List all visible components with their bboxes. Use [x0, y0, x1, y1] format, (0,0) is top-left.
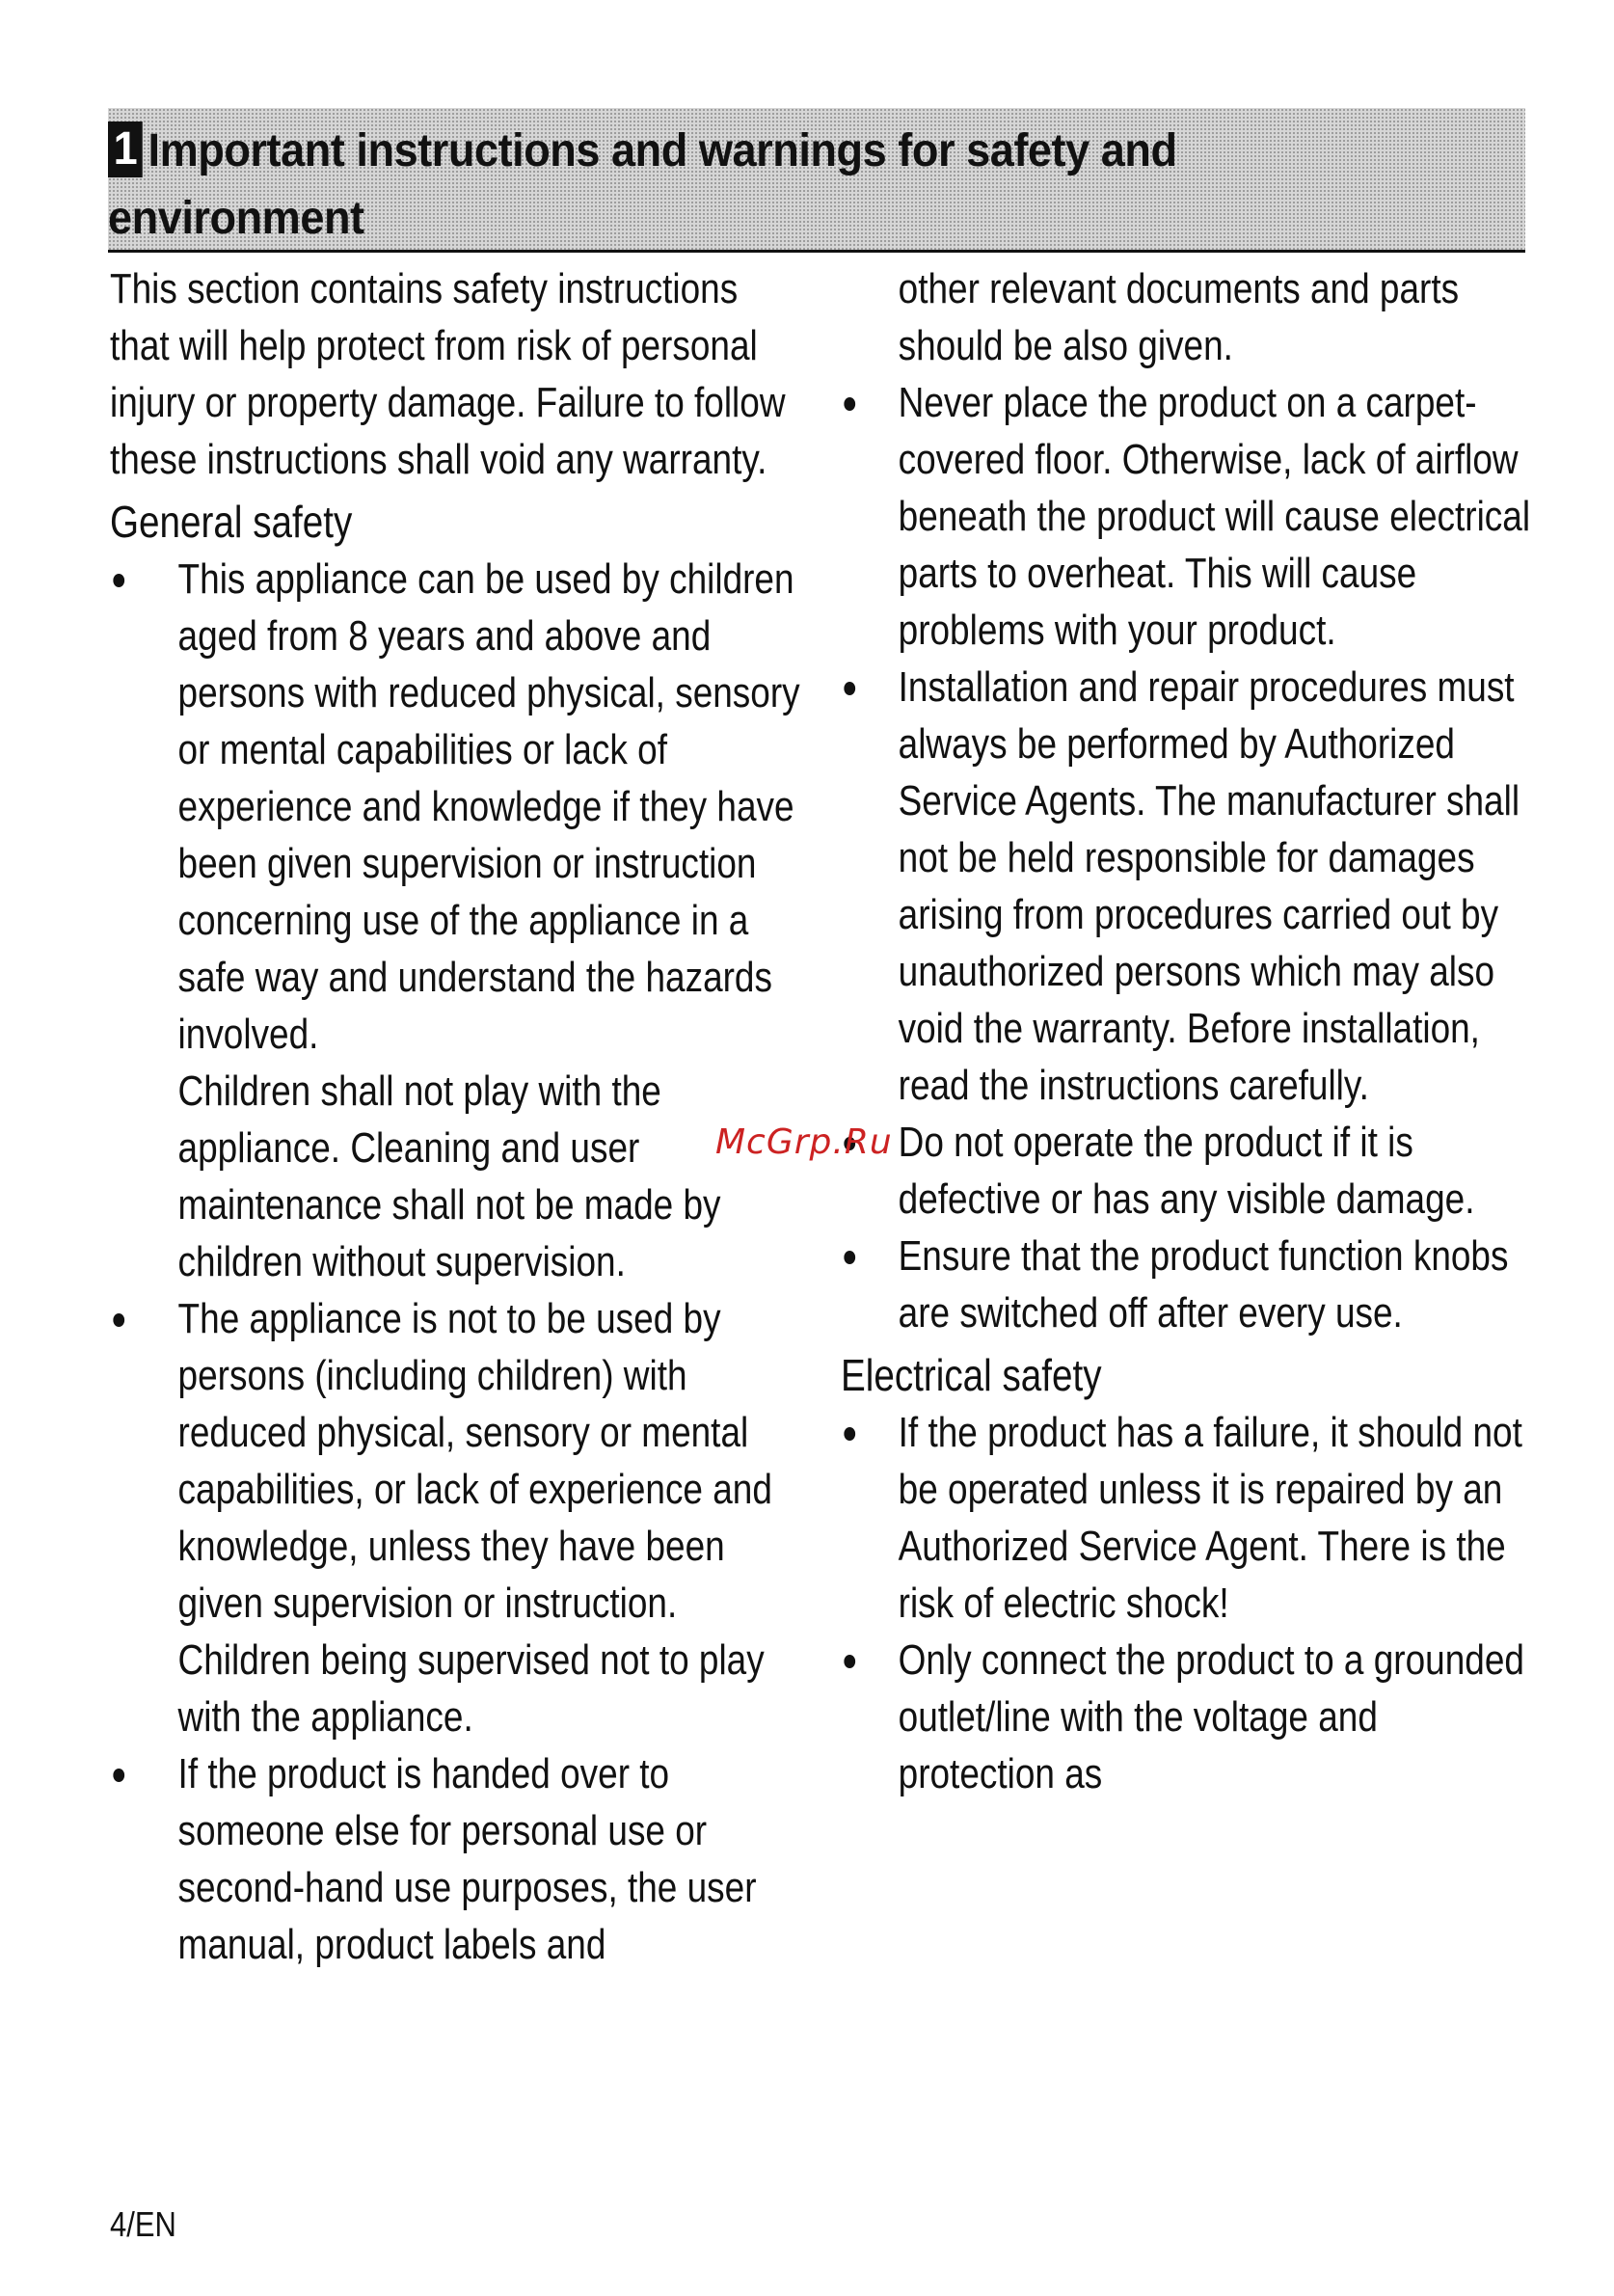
- bullet-icon: [844, 397, 855, 411]
- page-number: 4/EN: [110, 2204, 176, 2244]
- section-title-text: Important instructions and warnings for safety and environment: [108, 125, 1177, 244]
- bullet-icon: [113, 1313, 124, 1327]
- section-header: [108, 108, 1525, 253]
- bullet-icon: [844, 1427, 855, 1441]
- list-item: Ensure that the product function knobs are switched off after every use.: [841, 1228, 1537, 1341]
- list-item: Installation and repair procedures must always be performed by Authorized Service Agents. The manufacturer shall not be held responsible for damages arising from procedures carried out by unauthorized persons which may also void the warranty. Before installation, read the instructions carefully.: [841, 659, 1537, 1114]
- list-item-continuation: Children being supervised not to play with the appliance.: [177, 1636, 765, 1741]
- bullet-icon: [844, 1251, 855, 1264]
- right-column: [841, 260, 1535, 1802]
- bullet-icon: [113, 574, 124, 587]
- electrical-safety-heading: Electrical safety: [841, 1350, 1102, 1400]
- list-item-continuation: Children shall not play with the appliance. Cleaning and user maintenance shall not be made by children without supervision.: [177, 1067, 721, 1285]
- list-item-continuation: other relevant documents and parts should be also given.: [898, 265, 1460, 369]
- section-title: [108, 118, 1286, 253]
- list-item: This appliance can be used by children aged from 8 years and above and persons with reduced physical, sensory or mental capabilities or lack of experience and knowledge if they have been given supervision or instruction concerning use of the appliance in a safe way and understand the hazards involved.: [110, 551, 806, 1063]
- electrical-safety-list: [841, 1404, 1537, 1802]
- left-column: [110, 260, 804, 1973]
- intro-paragraph: This section contains safety instructions that will help protect from risk of personal injury or property damage. Failure to follow these instructions shall void any warranty.: [110, 265, 786, 483]
- general-safety-heading: General safety: [110, 497, 353, 547]
- watermark: McGrp.Ru: [715, 1122, 893, 1162]
- section-number: 1: [108, 122, 143, 177]
- list-item: Only connect the product to a grounded outlet/line with the voltage and protection as: [841, 1632, 1537, 1802]
- general-safety-list: [110, 551, 806, 1973]
- bullet-icon: [844, 1655, 855, 1668]
- list-item: Do not operate the product if it is defective or has any visible damage.: [841, 1114, 1537, 1228]
- general-safety-list-continued: [841, 260, 1537, 1341]
- bullet-icon: [844, 682, 855, 695]
- bullet-icon: [113, 1769, 124, 1782]
- list-item: The appliance is not to be used by persons (including children) with reduced physical, sensory or mental capabilities, or lack of experience and knowledge, unless they have been given supervision or instruction.: [110, 1290, 806, 1632]
- list-item: If the product has a failure, it should not be operated unless it is repaired by an Authorized Service Agent. There is the risk of electric shock!: [841, 1404, 1537, 1632]
- list-item: Never place the product on a carpet-covered floor. Otherwise, lack of airflow beneath the product will cause electrical parts to overheat. This will cause problems with your product.: [841, 374, 1537, 659]
- list-item: If the product is handed over to someone else for personal use or second-hand use purposes, the user manual, product labels and: [110, 1745, 806, 1973]
